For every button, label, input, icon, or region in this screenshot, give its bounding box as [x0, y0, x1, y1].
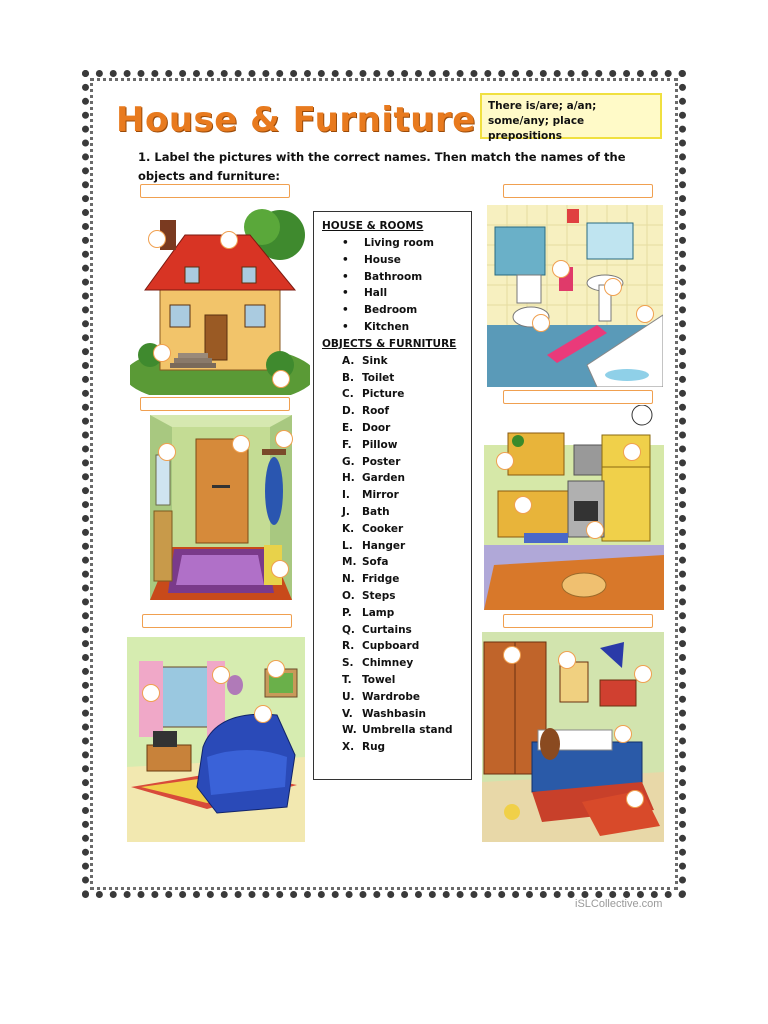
topic-box: There is/are; a/an; some/any; place prepositions — [480, 93, 662, 139]
item-name: Towel — [362, 673, 396, 686]
answer-circle[interactable] — [503, 646, 521, 664]
list-item — [342, 622, 463, 639]
list-item — [342, 437, 463, 454]
answer-circle[interactable] — [532, 314, 550, 332]
item-name: Picture — [362, 388, 405, 401]
item-name: Poster — [362, 455, 401, 468]
item-name: Garden — [362, 472, 405, 485]
item-letter: D. — [342, 405, 355, 418]
label-line-kitchen[interactable] — [503, 390, 653, 404]
answer-circle[interactable] — [220, 231, 238, 249]
list-item — [342, 487, 463, 504]
label-line-house[interactable] — [140, 184, 290, 198]
list-item — [342, 370, 463, 387]
item-name: Cooker — [362, 522, 404, 535]
answer-circle[interactable] — [552, 260, 570, 278]
rooms-list — [322, 235, 463, 336]
list-item — [342, 554, 463, 571]
bathroom-picture — [487, 205, 663, 387]
list-item: • Hall — [364, 285, 463, 302]
item-letter: J. — [342, 505, 350, 518]
list-item — [342, 403, 463, 420]
item-name: Steps — [362, 589, 396, 602]
item-name: Curtains — [362, 623, 412, 636]
list-item — [342, 386, 463, 403]
answer-circle[interactable] — [614, 725, 632, 743]
item-letter: K. — [342, 522, 355, 535]
answer-circle[interactable] — [623, 443, 641, 461]
label-line-bedroom[interactable] — [503, 614, 653, 628]
answer-circle[interactable] — [604, 278, 622, 296]
item-letter: S. — [342, 657, 354, 670]
list-item: • Bathroom — [364, 269, 463, 286]
label-line-hall[interactable] — [140, 397, 290, 411]
item-letter: U. — [342, 690, 355, 703]
item-letter: E. — [342, 421, 354, 434]
answer-circle[interactable] — [148, 230, 166, 248]
item-name: Door — [362, 421, 391, 434]
item-letter: L. — [342, 539, 353, 552]
item-name: Hanger — [362, 539, 406, 552]
list-item — [342, 470, 463, 487]
item-name: Roof — [362, 405, 390, 418]
list-item — [342, 353, 463, 370]
list-item: • Kitchen — [364, 319, 463, 336]
answer-circle[interactable] — [558, 651, 576, 669]
label-line-living-room[interactable] — [142, 614, 292, 628]
answer-circle[interactable] — [586, 521, 604, 539]
item-letter: Q. — [342, 623, 355, 636]
list-item — [342, 722, 463, 739]
item-letter: H. — [342, 472, 355, 485]
item-letter: B. — [342, 371, 354, 384]
instruction-text: 1. Label the pictures with the correct names. Then match the names of the objects and furniture: — [138, 150, 626, 183]
item-name: Cupboard — [362, 640, 420, 653]
answer-circle[interactable] — [158, 443, 176, 461]
item-letter: G. — [342, 455, 355, 468]
watermark: iSLCollective.com — [575, 898, 663, 910]
answer-circle[interactable] — [626, 790, 644, 808]
answer-circle[interactable] — [212, 666, 230, 684]
answer-circle[interactable] — [634, 665, 652, 683]
item-name: Lamp — [362, 606, 395, 619]
answer-circle[interactable] — [636, 305, 654, 323]
item-letter: R. — [342, 640, 355, 653]
item-letter: V. — [342, 707, 353, 720]
objects-heading: OBJECTS & FURNITURE — [322, 337, 457, 350]
item-name: Sink — [362, 354, 388, 367]
answer-circle[interactable] — [142, 684, 160, 702]
list-item — [342, 739, 463, 756]
list-item — [342, 571, 463, 588]
list-item — [342, 638, 463, 655]
answer-circle[interactable] — [267, 660, 285, 678]
item-letter: N. — [342, 573, 355, 586]
list-item — [342, 655, 463, 672]
item-letter: M. — [342, 556, 357, 569]
answer-circle[interactable] — [275, 430, 293, 448]
item-name: Mirror — [362, 489, 399, 502]
item-name: Sofa — [362, 556, 389, 569]
answer-circle[interactable] — [271, 560, 289, 578]
label-line-bathroom[interactable] — [503, 184, 653, 198]
rooms-heading: HOUSE & ROOMS — [322, 220, 424, 232]
item-letter: O. — [342, 589, 355, 602]
objects-list — [322, 353, 463, 756]
item-letter: F. — [342, 438, 352, 451]
page-title: House & Furniture — [116, 100, 476, 140]
item-name: Chimney — [362, 657, 414, 670]
item-name: Washbasin — [362, 707, 426, 720]
item-letter: C. — [342, 388, 354, 401]
list-item — [342, 538, 463, 555]
list-item — [342, 420, 463, 437]
list-item — [342, 689, 463, 706]
item-name: Bath — [362, 505, 390, 518]
answer-circle[interactable] — [254, 705, 272, 723]
item-name: Umbrella stand — [362, 724, 453, 737]
item-letter: I. — [342, 489, 350, 502]
list-item — [342, 672, 463, 689]
list-item — [342, 588, 463, 605]
item-name: Rug — [362, 741, 386, 754]
item-name: Fridge — [362, 573, 400, 586]
item-letter: W. — [342, 724, 357, 737]
item-letter: T. — [342, 673, 352, 686]
list-item — [342, 605, 463, 622]
answer-circle[interactable] — [153, 344, 171, 362]
list-item: • House — [364, 252, 463, 269]
item-letter: P. — [342, 606, 352, 619]
answer-circle[interactable] — [272, 370, 290, 388]
list-item: • Living room — [364, 235, 463, 252]
item-letter: X. — [342, 741, 355, 754]
list-item — [342, 504, 463, 521]
item-name: Pillow — [362, 438, 398, 451]
answer-circle[interactable] — [514, 496, 532, 514]
list-item — [342, 454, 463, 471]
item-name: Wardrobe — [362, 690, 421, 703]
answer-circle[interactable] — [232, 435, 250, 453]
list-item — [342, 521, 463, 538]
item-name: Toilet — [362, 371, 395, 384]
list-item — [342, 706, 463, 723]
answer-circle[interactable] — [496, 452, 514, 470]
kitchen-picture — [484, 405, 664, 610]
word-list-box — [313, 211, 472, 780]
item-letter: A. — [342, 354, 355, 367]
list-item: • Bedroom — [364, 302, 463, 319]
